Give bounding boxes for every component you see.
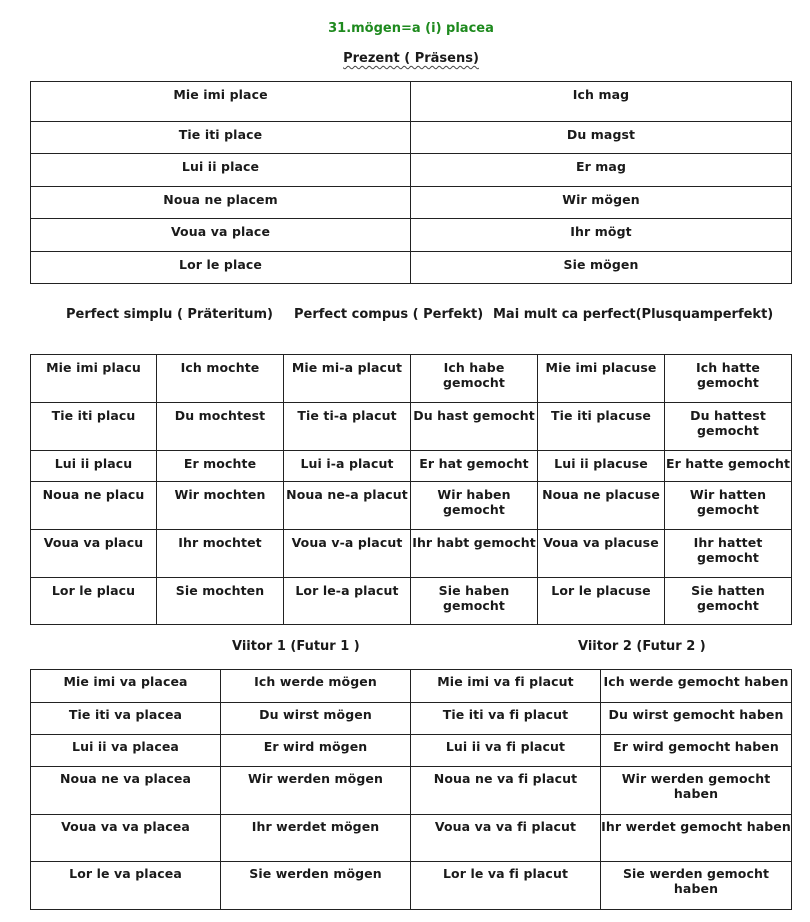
past-row: [31, 355, 792, 403]
past-simple-heading: Perfect simplu ( Präteritum): [66, 307, 273, 322]
past-cell: Mie imi placu: [31, 355, 157, 403]
past-row: [31, 530, 792, 578]
future-row: [31, 703, 792, 735]
future-cell: Er wird mögen: [221, 735, 411, 767]
past-cell: Sie hatten gemocht: [665, 578, 792, 625]
past-cell: Mie mi-a placut: [284, 355, 411, 403]
future-cell: Du wirst gemocht haben: [601, 703, 792, 735]
future-cell: Mie imi va fi placut: [411, 670, 601, 703]
past-cell: Lui i-a placut: [284, 451, 411, 482]
present-cell: Ihr mögt: [411, 219, 792, 252]
past-row: [31, 578, 792, 625]
past-cell: Du hattest gemocht: [665, 403, 792, 451]
present-cell: Du magst: [411, 122, 792, 154]
past-cell: Er hat gemocht: [411, 451, 538, 482]
future-cell: Sie werden gemocht haben: [601, 862, 792, 910]
present-row: [31, 154, 792, 187]
past-cell: Ich mochte: [157, 355, 284, 403]
future-row: [31, 735, 792, 767]
past-row: [31, 482, 792, 530]
future-cell: Ihr werdet mögen: [221, 815, 411, 862]
past-cell: Noua ne placuse: [538, 482, 665, 530]
past-cell: Wir haben gemocht: [411, 482, 538, 530]
present-heading: [0, 51, 810, 66]
past-cell: Noua ne-a placut: [284, 482, 411, 530]
future-cell: Ihr werdet gemocht haben: [601, 815, 792, 862]
past-cell: Lui ii placu: [31, 451, 157, 482]
past-cell: Du hast gemocht: [411, 403, 538, 451]
future-cell: Noua ne va placea: [31, 767, 221, 815]
past-cell: Sie mochten: [157, 578, 284, 625]
future-cell: Noua ne va fi placut: [411, 767, 601, 815]
past-cell: Voua v-a placut: [284, 530, 411, 578]
past-cell: Tie ti-a placut: [284, 403, 411, 451]
future-cell: Voua va va placea: [31, 815, 221, 862]
future-cell: Lor le va fi placut: [411, 862, 601, 910]
pluperfect-heading: Mai mult ca perfect(Plusquamperfekt): [493, 307, 774, 322]
future-cell: Ich werde mögen: [221, 670, 411, 703]
past-cell: Wir mochten: [157, 482, 284, 530]
future2-heading: Viitor 2 (Futur 2 ): [578, 639, 706, 654]
past-cell: Ich habe gemocht: [411, 355, 538, 403]
future-cell: Voua va va fi placut: [411, 815, 601, 862]
future-table: [30, 669, 792, 910]
present-cell: Er mag: [411, 154, 792, 187]
past-cell: Tie iti placuse: [538, 403, 665, 451]
past-row: [31, 403, 792, 451]
past-cell: Voua va placu: [31, 530, 157, 578]
present-heading-text: Prezent ( Präsens): [343, 51, 479, 66]
present-row: [31, 219, 792, 252]
future-cell: Du wirst mögen: [221, 703, 411, 735]
present-cell: Noua ne placem: [31, 187, 411, 219]
future-row: [31, 767, 792, 815]
past-table: [30, 354, 792, 625]
present-cell: Ich mag: [411, 82, 792, 122]
future-cell: Lui ii va fi placut: [411, 735, 601, 767]
future-cell: Mie imi va placea: [31, 670, 221, 703]
present-cell: Voua va place: [31, 219, 411, 252]
present-cell: Lui ii place: [31, 154, 411, 187]
future-row: [31, 862, 792, 910]
past-cell: Ihr mochtet: [157, 530, 284, 578]
past-cell: Du mochtest: [157, 403, 284, 451]
perfect-heading: Perfect compus ( Perfekt): [294, 307, 484, 322]
future1-heading: Viitor 1 (Futur 1 ): [232, 639, 360, 654]
past-cell: Tie iti placu: [31, 403, 157, 451]
past-cell: Wir hatten gemocht: [665, 482, 792, 530]
present-cell: Lor le place: [31, 252, 411, 284]
past-cell: Lui ii placuse: [538, 451, 665, 482]
past-cell: Ich hatte gemocht: [665, 355, 792, 403]
past-cell: Sie haben gemocht: [411, 578, 538, 625]
present-cell: Mie imi place: [31, 82, 411, 122]
past-cell: Lor le placuse: [538, 578, 665, 625]
present-cell: Tie iti place: [31, 122, 411, 154]
future-cell: Tie iti va placea: [31, 703, 221, 735]
future-cell: Lor le va placea: [31, 862, 221, 910]
present-row: [31, 82, 792, 122]
past-cell: Ihr habt gemocht: [411, 530, 538, 578]
past-cell: Er mochte: [157, 451, 284, 482]
past-cell: Noua ne placu: [31, 482, 157, 530]
past-cell: Voua va placuse: [538, 530, 665, 578]
future-cell: Er wird gemocht haben: [601, 735, 792, 767]
future-cell: Wir werden mögen: [221, 767, 411, 815]
past-cell: Er hatte gemocht: [665, 451, 792, 482]
future-cell: Ich werde gemocht haben: [601, 670, 792, 703]
future-row: [31, 815, 792, 862]
past-cell: Lor le-a placut: [284, 578, 411, 625]
past-cell: Mie imi placuse: [538, 355, 665, 403]
past-row: [31, 451, 792, 482]
present-cell: Sie mögen: [411, 252, 792, 284]
past-cell: Lor le placu: [31, 578, 157, 625]
present-cell: Wir mögen: [411, 187, 792, 219]
future-row: [31, 670, 792, 703]
future-cell: Lui ii va placea: [31, 735, 221, 767]
present-row: [31, 122, 792, 154]
page-title: 31.mögen=a (i) placea: [328, 21, 494, 36]
present-row: [31, 252, 792, 284]
present-row: [31, 187, 792, 219]
future-cell: Tie iti va fi placut: [411, 703, 601, 735]
present-table: [30, 81, 792, 284]
future-cell: Wir werden gemocht haben: [601, 767, 792, 815]
future-cell: Sie werden mögen: [221, 862, 411, 910]
past-cell: Ihr hattet gemocht: [665, 530, 792, 578]
